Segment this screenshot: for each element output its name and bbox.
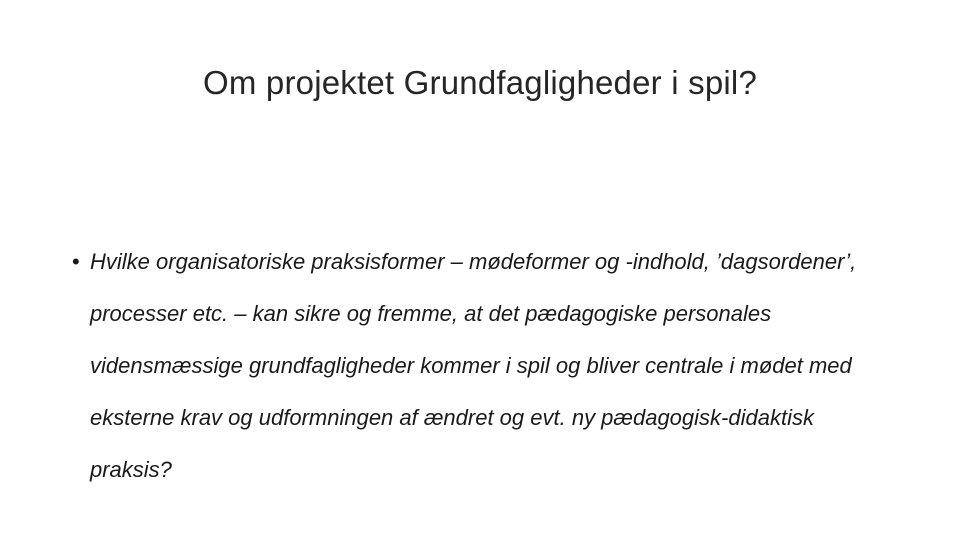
bullet-text: Hvilke organisatoriske praksisformer – mødeformer og -indhold, ’dagsordener’, processer etc. – kan sikre og fremme, at det pædagogiske personales vidensmæssige grundfagligheder kommer i spil og bliver centrale i mødet med eksterne krav og udformningen af ændret og evt. ny pædagogisk-didaktisk praksis? [90, 249, 857, 482]
bullet-list [72, 236, 892, 496]
slide-title: Om projektet Grundfagligheder i spil? [202, 64, 757, 101]
bullet-item [72, 236, 892, 496]
bullet-marker: • [72, 249, 80, 274]
